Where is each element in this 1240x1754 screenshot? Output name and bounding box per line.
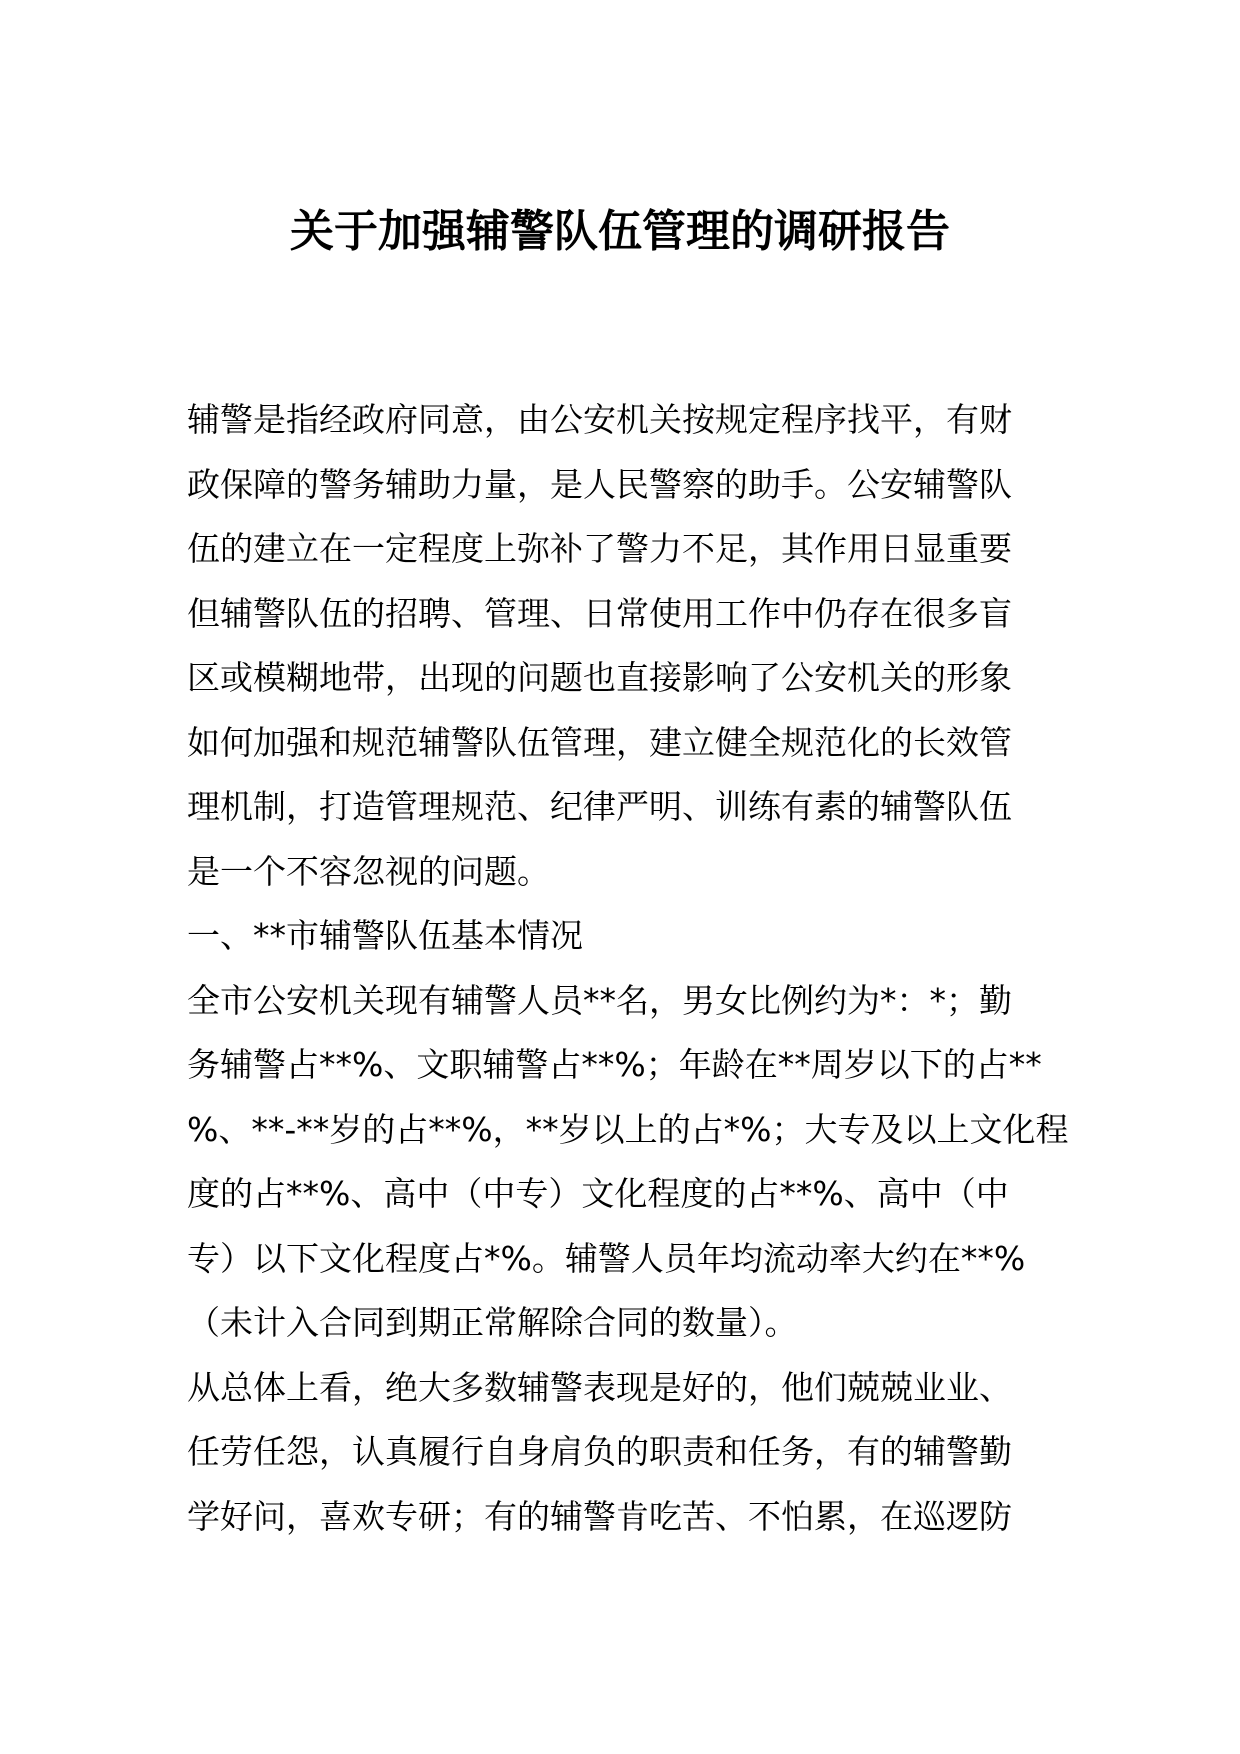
- paragraph-line: 学好问，喜欢专研；有的辅警肯吃苦、不怕累，在巡逻防: [187, 1496, 1012, 1536]
- paragraph-line: 专）以下文化程度占*%。辅警人员年均流动率大约在**%: [187, 1238, 1026, 1278]
- section-heading: 一、**市辅警队伍基本情况: [187, 916, 583, 955]
- paragraph-line: %、**-**岁的占**%，**岁以上的占*%；大专及以上文化程: [187, 1109, 1069, 1149]
- paragraph-line: 是一个不容忽视的问题。: [187, 851, 550, 891]
- paragraph-line: 务辅警占**%、文职辅警占**%；年龄在**周岁以下的占**: [187, 1045, 1042, 1084]
- paragraph-line: 政保障的警务辅助力量，是人民警察的助手。公安辅警队: [187, 464, 1012, 504]
- paragraph-line: 辅警是指经政府同意，由公安机关按规定程序找平，有财: [187, 400, 1012, 439]
- paragraph-line: 从总体上看，绝大多数辅警表现是好的，他们兢兢业业、: [187, 1367, 1012, 1407]
- paragraph-line: 伍的建立在一定程度上弥补了警力不足，其作用日显重要: [187, 529, 1012, 568]
- document-title: 关于加强辅警队伍管理的调研报告: [290, 206, 950, 257]
- document-body: [187, 388, 1067, 1549]
- paragraph-line: 全市公安机关现有辅警人员**名，男女比例约为*：*；勤: [187, 980, 1012, 1020]
- paragraph-line: 度的占**%、高中（中专）文化程度的占**%、高中（中: [187, 1174, 1009, 1213]
- paragraph-line: 区或模糊地带，出现的问题也直接影响了公安机关的形象: [187, 658, 1012, 697]
- paragraph-line: 理机制，打造管理规范、纪律严明、训练有素的辅警队伍: [187, 787, 1012, 826]
- paragraph-line: 但辅警队伍的招聘、管理、日常使用工作中仍存在很多盲: [187, 593, 1012, 633]
- paragraph-line: 任劳任怨，认真履行自身肩负的职责和任务，有的辅警勤: [187, 1432, 1012, 1471]
- paragraph-line: 如何加强和规范辅警队伍管理，建立健全规范化的长效管: [187, 722, 1012, 762]
- paragraph-line: （未计入合同到期正常解除合同的数量）。: [187, 1303, 798, 1342]
